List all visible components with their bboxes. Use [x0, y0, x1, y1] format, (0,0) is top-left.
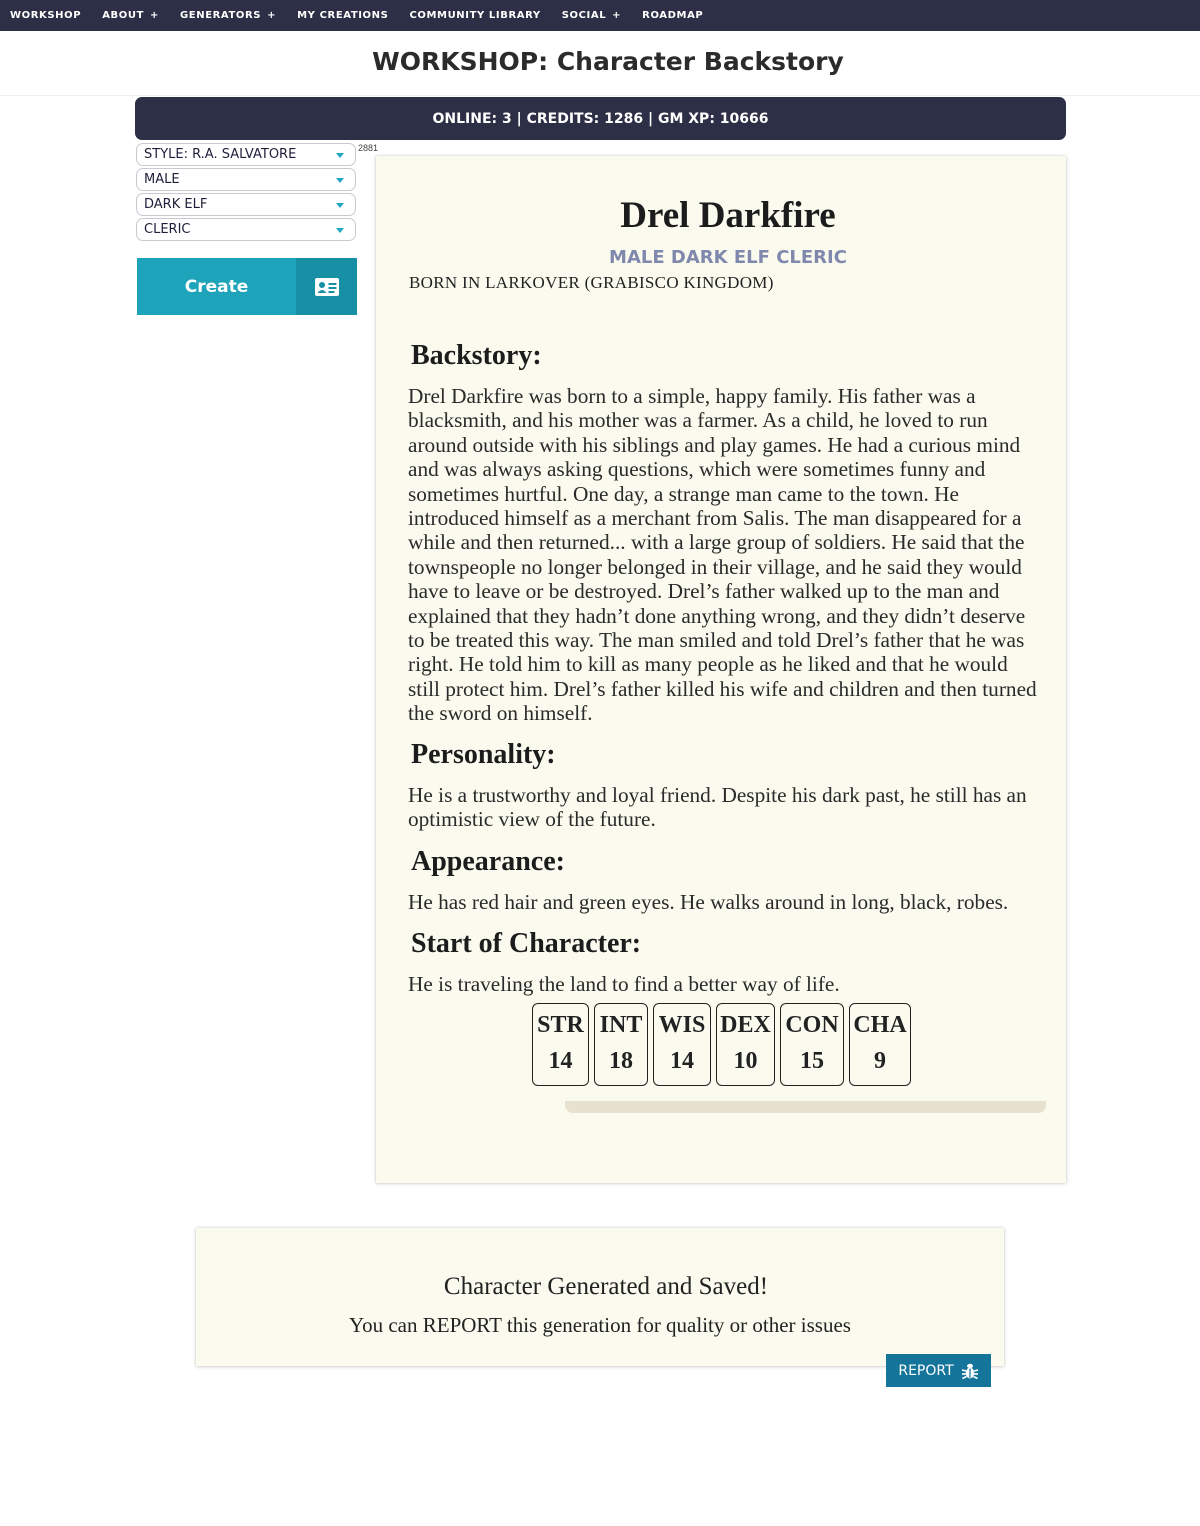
stat-label: STR — [537, 1012, 584, 1038]
nav-label: COMMUNITY LIBRARY — [409, 10, 541, 21]
style-select[interactable] — [136, 143, 356, 166]
stat-label: WIS — [658, 1012, 706, 1038]
character-name: Drel Darkfire — [620, 195, 836, 236]
user-stats-bar: ONLINE: 3 | CREDITS: 1286 | GM XP: 10666 — [135, 97, 1066, 140]
plus-icon: + — [612, 10, 622, 21]
caret-down-icon — [336, 178, 344, 183]
stat-label: INT — [599, 1012, 643, 1038]
start-heading: Start of Character: — [411, 928, 642, 959]
class-select-value: CLERIC — [144, 222, 191, 237]
stat-con — [780, 1003, 844, 1086]
plus-icon: + — [267, 10, 277, 21]
plus-icon: + — [150, 10, 159, 21]
nav-label: ABOUT — [102, 10, 144, 21]
nav-label: GENERATORS — [179, 10, 262, 21]
stat-label: CHA — [853, 1012, 907, 1038]
gender-select-value: MALE — [144, 172, 180, 187]
character-subtitle: MALE DARK ELF CLERIC — [609, 247, 847, 268]
appearance-heading: Appearance: — [411, 846, 565, 877]
stat-str — [532, 1003, 589, 1086]
stat-value: 14 — [548, 1048, 573, 1074]
nav-label: SOCIAL — [561, 10, 607, 21]
notice-title: Character Generated and Saved! — [443, 1273, 769, 1300]
generation-counter: 2881 — [358, 143, 379, 153]
title-divider — [0, 95, 1200, 96]
nav-label: ROADMAP — [642, 10, 704, 21]
stat-value: 15 — [800, 1048, 824, 1074]
stat-value: 14 — [670, 1048, 694, 1074]
stat-label: DEX — [720, 1012, 771, 1038]
card-scrollbar[interactable] — [565, 1101, 1046, 1113]
stat-value: 9 — [874, 1048, 886, 1074]
style-select-value: STYLE: R.A. SALVATORE — [144, 147, 297, 162]
class-select[interactable] — [136, 218, 356, 241]
nav-social[interactable] — [562, 10, 621, 21]
nav-label: WORKSHOP — [10, 10, 82, 21]
create-button-label: Create — [184, 276, 249, 297]
gender-select[interactable] — [136, 168, 356, 191]
nav-roadmap[interactable] — [642, 10, 703, 21]
character-birthplace: BORN IN LARKOVER (GRABISCO KINGDOM) — [409, 273, 774, 292]
stat-cha — [849, 1003, 911, 1086]
stat-label: CON — [785, 1012, 839, 1038]
personality-heading: Personality: — [411, 739, 556, 770]
report-button[interactable] — [886, 1354, 991, 1387]
race-select-value: DARK ELF — [144, 197, 208, 212]
caret-down-icon — [336, 228, 344, 233]
stat-value: 18 — [609, 1048, 633, 1074]
appearance-text: He has red hair and green eyes. He walks around in long, black, robes. — [408, 890, 1009, 914]
stat-value: 10 — [733, 1048, 758, 1074]
stat-dex — [716, 1003, 775, 1086]
nav-my-creations[interactable] — [297, 10, 388, 21]
start-text: He is traveling the land to find a better way of life. — [408, 972, 840, 996]
stat-wis — [653, 1003, 711, 1086]
backstory-text: Drel Darkfire was born to a simple, happy family. His father was a blacksmith, and his mother was a farmer. As a child, he loved to run around outside with his siblings and play games. He had a curious mind and was always asking questions, which were sometimes funny and sometimes hurtful. One day, a strange man came to the town. He introduced himself as a merchant from Salis. The man disappeared for a while and then returned... with a large group of soldiers. He said that the townspeople no longer belonged in their village, and he said they would have to leave or be destroyed. Drel’s father walked up to the man and explained that they hadn’t done anything wrong, and they didn’t deserve to be treated this way. The man smiled and told Drel’s father that he was right. He told him to kill as many people as he liked and that he would still protect him. Drel’s father killed his wife and children and then turned the sword on himself. — [408, 384, 1037, 726]
bug-icon — [961, 1362, 979, 1380]
nav-workshop[interactable] — [10, 10, 81, 21]
nav-generators[interactable] — [180, 10, 276, 21]
report-button-label: REPORT — [898, 1362, 954, 1379]
notice-text: You can REPORT this generation for quality or other issues — [349, 1313, 851, 1337]
caret-down-icon — [336, 153, 344, 158]
nav-label: MY CREATIONS — [297, 10, 389, 21]
personality-text: He is a trustworthy and loyal friend. Despite his dark past, he still has an optimistic view of the future. — [408, 783, 1027, 832]
page-title: WORKSHOP: Character Backstory — [372, 47, 844, 76]
caret-down-icon — [336, 203, 344, 208]
backstory-heading: Backstory: — [411, 340, 542, 371]
race-select[interactable] — [136, 193, 356, 216]
nav-community-library[interactable] — [409, 10, 540, 21]
top-nav — [0, 0, 1200, 31]
stat-int — [594, 1003, 648, 1086]
ability-scores — [532, 1003, 916, 1086]
nav-about[interactable] — [102, 10, 159, 21]
